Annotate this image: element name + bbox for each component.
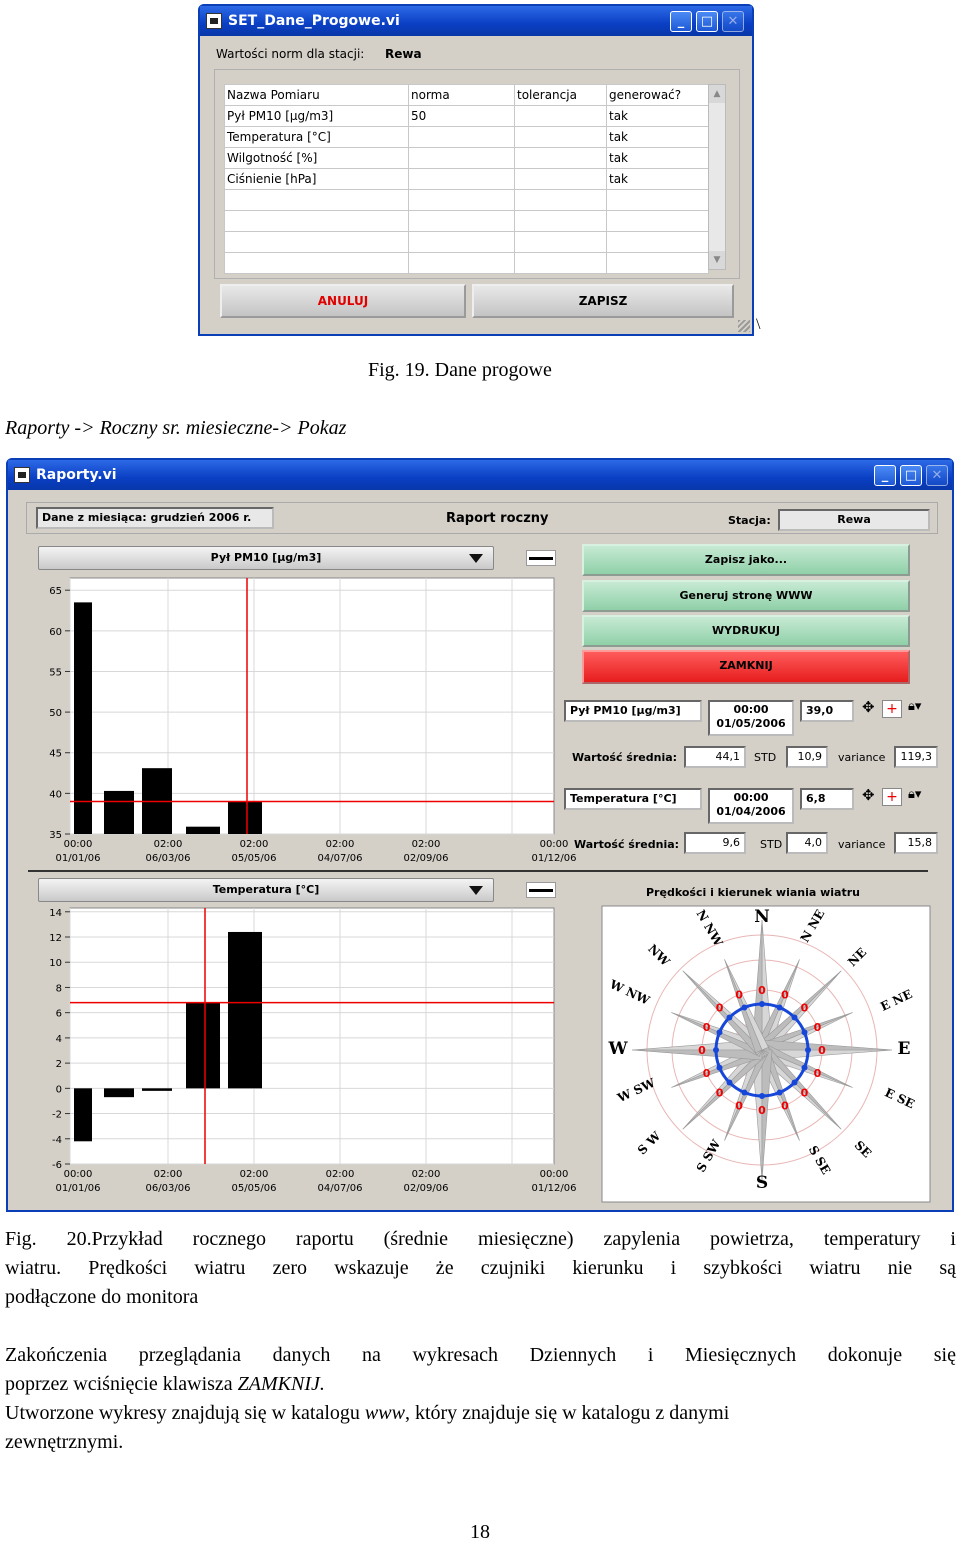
x-tick-label: 04/07/06 — [317, 1183, 363, 1194]
y-tick-label: 14 — [49, 907, 62, 919]
speed-value-label: 0 — [818, 1044, 826, 1057]
paragraph2-line2: zewnętrznymi. — [5, 1431, 124, 1453]
print-button[interactable]: WYDRUKUJ — [582, 615, 910, 647]
speed-value-label: 0 — [758, 1104, 766, 1117]
table-cell[interactable] — [515, 148, 607, 169]
compass-label-e: E — [897, 1039, 911, 1059]
table-cell[interactable]: 50 — [409, 106, 515, 127]
paragraph1-line1: Zakończenia przeglądania danych na wykresach Dziennych i Miesięcznych dokonuje się — [5, 1344, 956, 1366]
resize-grip-icon[interactable] — [738, 320, 750, 332]
temp-date: 01/04/2006 — [716, 805, 786, 818]
x-tick-label: 06/03/06 — [145, 1183, 191, 1194]
paragraph1-line2-text: poprzez wciśnięcie klawisza — [5, 1373, 238, 1395]
temp-avg-field: 9,6 — [684, 832, 746, 854]
x-tick-label: 00:00 — [539, 1169, 569, 1180]
speed-marker — [777, 1005, 783, 1011]
table-cell[interactable] — [225, 190, 409, 211]
station-norm-label: Wartości norm dla stacji: — [216, 47, 365, 61]
speed-marker — [741, 1089, 747, 1095]
pm10-std-field: 10,9 — [786, 746, 828, 768]
bar — [74, 602, 92, 834]
speed-value-label: 0 — [800, 1001, 809, 1015]
pm10-selector[interactable] — [38, 546, 494, 570]
bar — [186, 1003, 220, 1089]
minimize-button[interactable]: _ — [670, 11, 692, 32]
wind-rose — [602, 906, 930, 1202]
y-tick-label: 40 — [49, 789, 62, 801]
speed-marker — [805, 1047, 811, 1053]
x-tick-label: 01/01/06 — [55, 1183, 101, 1194]
x-tick-label: 02:00 — [239, 1169, 269, 1180]
temperature-selector-label: Temperatura [°C] — [212, 883, 320, 896]
x-tick-label: 02:00 — [325, 839, 355, 850]
pm10-selector-label: Pył PM10 [μg/m3] — [210, 551, 322, 564]
y-tick-label: 6 — [55, 1008, 62, 1020]
close-icon[interactable]: ✕ — [926, 465, 948, 486]
table-scrollbar[interactable] — [708, 84, 726, 270]
compass-label-nne: N NE — [797, 907, 828, 945]
paragraph2-line1-text: Utworzone wykresy znajdują się w katalogu — [5, 1402, 365, 1424]
speed-marker — [717, 1029, 723, 1035]
compass-label-se: SE — [851, 1137, 875, 1161]
table-cell[interactable] — [607, 190, 709, 211]
temperature-selector[interactable] — [38, 878, 494, 902]
bar — [186, 827, 220, 834]
pm10-time-field — [708, 700, 794, 736]
table-cell[interactable] — [225, 232, 409, 253]
paragraph2-line1 — [5, 1399, 729, 1428]
fig19-caption: Fig. 19. Dane progowe — [368, 359, 552, 381]
table-header-cell[interactable]: norma — [409, 85, 515, 106]
pm10-name-field: Pył PM10 [μg/m3] — [564, 700, 702, 722]
station-name: Rewa — [385, 47, 422, 61]
cursor-style-icon[interactable]: + — [882, 700, 902, 718]
y-tick-label: -4 — [52, 1134, 62, 1146]
compass-label-sse: S SE — [805, 1143, 834, 1177]
table-row[interactable] — [225, 253, 709, 274]
x-tick-label: 02:00 — [153, 839, 183, 850]
y-tick-label: 45 — [49, 748, 62, 760]
compass-label-n: N — [754, 907, 770, 927]
speed-marker — [726, 1080, 732, 1086]
paragraph2-line1-rest: , który znajduje się w katalogu z danymi — [404, 1402, 730, 1424]
table-cell[interactable]: tak — [607, 169, 709, 190]
temp-std-field: 4,0 — [786, 832, 828, 854]
norms-table[interactable] — [224, 84, 709, 274]
table-cell[interactable]: Ciśnienie [hPa] — [225, 169, 409, 190]
pm10-variance-label: variance — [838, 751, 886, 764]
y-tick-label: 4 — [55, 1033, 62, 1045]
temp-time: 00:00 — [733, 791, 769, 804]
table-header-cell[interactable]: generować? — [607, 85, 709, 106]
save-as-button[interactable]: Zapisz jako... — [582, 544, 910, 576]
compass-label-ne: NE — [845, 945, 870, 970]
speed-value-label: 0 — [702, 1066, 711, 1080]
bar — [142, 1088, 172, 1091]
y-tick-label: -6 — [52, 1160, 62, 1171]
y-tick-label: 12 — [49, 933, 62, 945]
pm10-avg-field: 44,1 — [684, 746, 746, 768]
table-header-row[interactable] — [225, 85, 709, 106]
table-cell[interactable] — [515, 169, 607, 190]
y-tick-label: 55 — [49, 667, 62, 679]
minimize-button[interactable]: _ — [874, 465, 896, 486]
compass-label-wnw: W NW — [607, 977, 652, 1008]
maximize-button[interactable]: □ — [900, 465, 922, 486]
table-cell[interactable] — [515, 106, 607, 127]
speed-value-label: 0 — [735, 1099, 743, 1113]
table-cell[interactable] — [225, 211, 409, 232]
cursor-style-icon[interactable]: + — [882, 788, 902, 806]
table-cell[interactable] — [607, 232, 709, 253]
temp-time-field — [708, 788, 794, 824]
table-cell[interactable]: tak — [607, 106, 709, 127]
scroll-down-icon[interactable]: ▼ — [709, 251, 725, 269]
raporty-window — [6, 458, 954, 1212]
table-row[interactable] — [225, 211, 709, 232]
speed-value-label: 0 — [813, 1021, 822, 1035]
table-cell[interactable] — [409, 127, 515, 148]
x-tick-label: 02:00 — [411, 1169, 441, 1180]
stray-backslash: \ — [756, 316, 761, 333]
table-cell[interactable] — [409, 232, 515, 253]
table-cell[interactable] — [409, 253, 515, 274]
pm10-value-field: 39,0 — [800, 700, 854, 722]
x-tick-label: 02/09/06 — [403, 853, 449, 864]
fig20-caption-line2: wiatru. Prędkości wiatru zero wskazuje że czujniki kierunku i szybkości wiatru nie są — [5, 1257, 956, 1279]
set-dane-progowe-window — [198, 4, 754, 336]
temp-name-field: Temperatura [°C] — [564, 788, 702, 810]
compass-label-sw: S W — [634, 1128, 664, 1158]
table-cell[interactable] — [409, 211, 515, 232]
panel-divider — [28, 870, 928, 872]
pm10-date: 01/05/2006 — [716, 717, 786, 730]
x-tick-label: 00:00 — [63, 1169, 93, 1180]
y-tick-label: 8 — [55, 983, 62, 995]
speed-marker — [717, 1065, 723, 1071]
pm10-std-label: STD — [754, 751, 777, 764]
pm10-time: 00:00 — [733, 703, 769, 716]
speed-value-label: 0 — [715, 1086, 724, 1100]
table-row[interactable] — [225, 232, 709, 253]
report-title: Raport roczny — [446, 511, 549, 526]
speed-marker — [759, 1001, 765, 1007]
close-button[interactable]: ZAMKNIJ — [582, 650, 910, 684]
x-tick-label: 06/03/06 — [145, 853, 191, 864]
table-cell[interactable] — [607, 253, 709, 274]
table-cell[interactable] — [409, 169, 515, 190]
speed-value-label: 0 — [781, 1099, 789, 1113]
save-button[interactable]: ZAPISZ — [472, 284, 734, 318]
plot-area — [70, 908, 554, 1164]
compass-label-wsw: W SW — [615, 1075, 658, 1106]
table-cell[interactable] — [607, 211, 709, 232]
table-cell[interactable] — [515, 253, 607, 274]
compass-label-ese: E SE — [882, 1085, 917, 1112]
speed-value-label: 0 — [715, 1001, 724, 1015]
table-cell[interactable]: tak — [607, 127, 709, 148]
pm10-chart[interactable] — [8, 572, 577, 872]
x-tick-label: 05/05/06 — [231, 853, 277, 864]
temp-variance-field: 15,8 — [894, 832, 938, 854]
speed-value-label: 0 — [781, 988, 789, 1002]
table-row[interactable] — [225, 127, 709, 148]
temp-variance-label: variance — [838, 838, 886, 851]
scroll-up-icon[interactable]: ▲ — [709, 85, 725, 103]
x-tick-label: 02:00 — [153, 1169, 183, 1180]
speed-marker — [713, 1047, 719, 1053]
station-label: Stacja: — [728, 514, 771, 527]
compass-label-ssw: S SW — [693, 1137, 724, 1175]
table-cell[interactable]: Wilgotność [%] — [225, 148, 409, 169]
y-tick-label: 50 — [49, 708, 62, 720]
temp-std-label: STD — [760, 838, 783, 851]
table-cell[interactable] — [225, 253, 409, 274]
table-header-cell[interactable]: tolerancja — [515, 85, 607, 106]
temp-avg-label: Wartość średnia: — [574, 838, 680, 851]
speed-marker — [801, 1029, 807, 1035]
fig20-caption-line3: podłączone do monitora — [5, 1286, 199, 1308]
bar — [104, 791, 134, 834]
bar — [228, 801, 262, 834]
speed-marker — [777, 1089, 783, 1095]
x-tick-label: 02/09/06 — [403, 1183, 449, 1194]
plot-legend-icon[interactable] — [526, 882, 556, 898]
table-cell[interactable]: tak — [607, 148, 709, 169]
dropdown-arrow-icon — [469, 886, 483, 895]
cursor-lock-icon[interactable]: 🔒︎▾ — [908, 787, 922, 802]
y-tick-label: 0 — [55, 1084, 62, 1096]
speed-marker — [759, 1093, 765, 1099]
x-tick-label: 00:00 — [63, 839, 93, 850]
month-info: Dane z miesiąca: grudzień 2006 r. — [36, 507, 274, 529]
www-emphasis: www — [364, 1402, 405, 1424]
temperature-chart[interactable] — [8, 902, 577, 1202]
y-tick-label: 65 — [49, 586, 62, 598]
table-row[interactable] — [225, 169, 709, 190]
cursor-move-icon[interactable]: ✥ — [862, 698, 875, 716]
x-tick-label: 01/12/06 — [531, 853, 577, 864]
paragraph1-line2 — [5, 1370, 325, 1399]
x-tick-label: 00:00 — [539, 839, 569, 850]
speed-marker — [741, 1005, 747, 1011]
table-cell[interactable] — [409, 148, 515, 169]
dropdown-arrow-icon — [469, 554, 483, 563]
compass-label-nnw: N NW — [693, 907, 726, 949]
maximize-button[interactable]: □ — [696, 11, 718, 32]
speed-marker — [792, 1080, 798, 1086]
x-tick-label: 02:00 — [239, 839, 269, 850]
speed-value-label: 0 — [813, 1066, 822, 1080]
window-title: SET_Dane_Progowe.vi — [228, 13, 400, 29]
labview-vi-icon — [206, 13, 222, 29]
x-tick-label: 01/01/06 — [55, 853, 101, 864]
table-cell[interactable] — [515, 211, 607, 232]
speed-value-label: 0 — [698, 1044, 706, 1057]
compass-label-nw: NW — [645, 941, 673, 969]
x-tick-label: 02:00 — [325, 1169, 355, 1180]
y-tick-label: 2 — [55, 1059, 62, 1071]
x-tick-label: 05/05/06 — [231, 1183, 277, 1194]
pm10-avg-label: Wartość średnia: — [572, 751, 678, 764]
station-field: Rewa — [778, 509, 930, 531]
compass-label-w: W — [608, 1039, 628, 1059]
menu-path: Raporty -> Roczny sr. miesieczne-> Pokaz — [5, 417, 347, 439]
speed-value-label: 0 — [800, 1086, 809, 1100]
table-row[interactable] — [225, 106, 709, 127]
speed-marker — [726, 1014, 732, 1020]
speed-marker — [801, 1065, 807, 1071]
y-tick-label: 35 — [49, 830, 62, 841]
page-number: 18 — [470, 1521, 490, 1543]
zamknij-emphasis: ZAMKNIJ. — [237, 1373, 325, 1395]
table-row[interactable] — [225, 148, 709, 169]
fig20-caption-line1: Fig. 20.Przykład rocznego raportu (średnie miesięczne) zapylenia powietrza, temperatury i — [5, 1228, 956, 1250]
table-header-cell[interactable]: Nazwa Pomiaru — [225, 85, 409, 106]
bar — [228, 932, 262, 1088]
x-tick-label: 02:00 — [411, 839, 441, 850]
window-title: Raporty.vi — [36, 467, 117, 483]
generate-www-button[interactable]: Generuj stronę WWW — [582, 580, 910, 612]
x-tick-label: 04/07/06 — [317, 853, 363, 864]
close-icon[interactable]: ✕ — [722, 11, 744, 32]
plot-legend-icon[interactable] — [526, 550, 556, 566]
window-titlebar — [200, 6, 752, 36]
y-tick-label: 60 — [49, 626, 62, 638]
bar — [74, 1088, 92, 1141]
y-tick-label: -2 — [52, 1109, 62, 1121]
table-cell[interactable] — [409, 190, 515, 211]
table-cell[interactable]: Temperatura [°C] — [225, 127, 409, 148]
x-tick-label: 01/12/06 — [531, 1183, 577, 1194]
speed-value-label: 0 — [758, 984, 766, 997]
table-cell[interactable] — [515, 232, 607, 253]
table-cell[interactable] — [515, 190, 607, 211]
wind-rose-title: Prędkości i kierunek wiania wiatru — [646, 886, 860, 899]
bar — [104, 1088, 134, 1097]
compass-label-s: S — [755, 1173, 769, 1193]
labview-vi-icon — [14, 467, 30, 483]
cursor-move-icon[interactable]: ✥ — [862, 786, 875, 804]
pm10-variance-field: 119,3 — [894, 746, 938, 768]
temp-value-field: 6,8 — [800, 788, 854, 810]
speed-marker — [792, 1014, 798, 1020]
window-titlebar — [8, 460, 952, 490]
compass-label-ene: E NE — [878, 986, 915, 1014]
cancel-button[interactable]: ANULUJ — [220, 284, 466, 318]
table-row[interactable] — [225, 190, 709, 211]
cursor-lock-icon[interactable]: 🔒︎▾ — [908, 699, 922, 714]
speed-value-label: 0 — [735, 988, 743, 1002]
table-cell[interactable]: Pył PM10 [μg/m3] — [225, 106, 409, 127]
y-tick-label: 10 — [49, 958, 62, 970]
table-cell[interactable] — [515, 127, 607, 148]
speed-value-label: 0 — [702, 1021, 711, 1035]
